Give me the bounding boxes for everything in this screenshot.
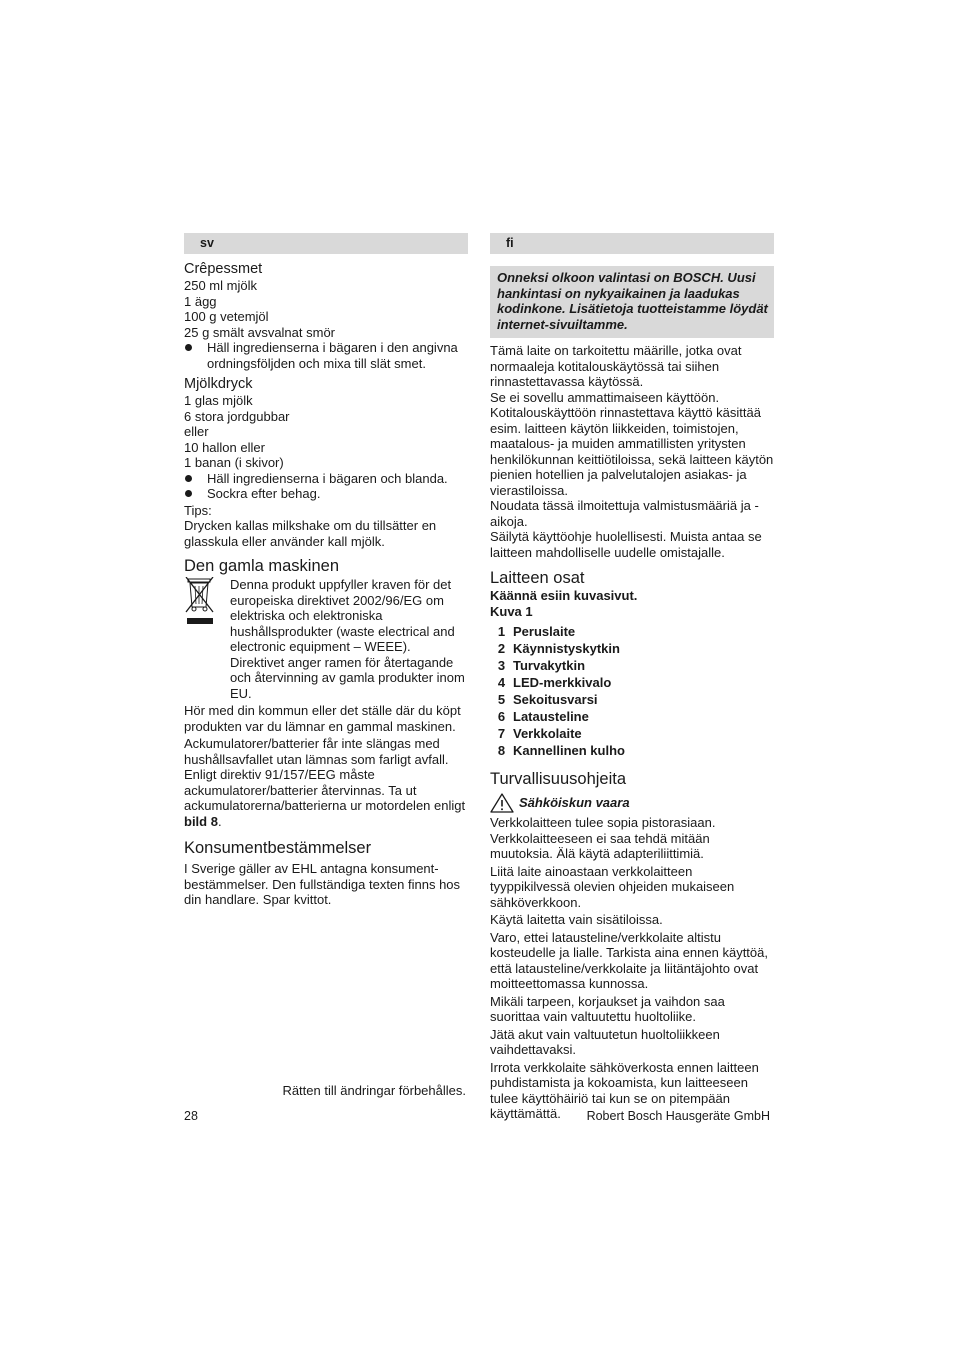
crepes-heading: Crêpessmet — [184, 261, 263, 277]
weee-block — [184, 577, 468, 701]
list-item — [490, 742, 774, 759]
finnish-column — [490, 233, 774, 1122]
congratulations-notice: Onneksi olkoon valintasi on BOSCH. Uusi hankintasi on nykyaikainen ja laadukas kodinkone. Lisätietoja tuotteistamme löydät internet-sivuiltamme. — [490, 266, 774, 338]
part-label: Käynnistyskytkin — [513, 641, 620, 656]
tips-label: Tips: — [184, 502, 212, 518]
language-bar-fi: fi — [490, 233, 774, 254]
part-label: LED-merkkivalo — [513, 675, 612, 690]
warning-triangle-icon — [490, 793, 514, 813]
parts-instruction: Käännä esiin kuvasivut. — [490, 588, 638, 603]
part-label: Peruslaite — [513, 624, 576, 639]
intro-paragraph: Tämä laite on tarkoitettu määrille, jotka ovat normaaleja kotitalouskäytössä tai siihen rinnastettavassa käytössä. — [490, 343, 742, 389]
milk-drink-heading: Mjölkdryck — [184, 376, 253, 392]
old-machine-paragraph — [184, 736, 468, 829]
safety-paragraph: Käytä laitetta vain sisätiloissa. — [490, 912, 663, 927]
list-item — [490, 691, 774, 708]
milk-ingredient: 10 hallon eller — [184, 439, 265, 455]
part-number: 3 — [497, 658, 506, 673]
swedish-column — [184, 233, 468, 908]
consumer-heading: Konsumentbestämmelser — [184, 839, 372, 857]
milk-instruction: Häll ingredienserna i bägaren och blanda. — [184, 471, 468, 487]
parts-heading: Laitteen osat — [490, 569, 585, 587]
language-bar-sv: sv — [184, 233, 468, 254]
list-item — [490, 708, 774, 725]
milk-ingredient: eller — [184, 424, 209, 439]
parts-list — [490, 623, 774, 759]
safety-paragraph: Varo, ettei latausteline/verkkolaite altistu kosteudelle ja lialle. Tarkista aina ennen käyttöä, että latausteline/verkkolaite ja liitäntäjohto ovat moitteettomassa kunnossa. — [490, 929, 768, 991]
part-number: 7 — [497, 726, 506, 741]
figure-label: Kuva 1 — [490, 603, 533, 619]
weee-text: Denna produkt uppfyller kraven för det europeiska direktivet 2002/96/EG om elektriska och elektroniska hushållsprodukter (waste electrical and electronic equipment – WEEE). Direktivet anger ramen för återtagande och återvinning av gamla produkter inom EU. — [230, 577, 465, 701]
part-number: 8 — [497, 743, 506, 758]
part-number: 4 — [497, 675, 506, 690]
consumer-text: I Sverige gäller av EHL antagna konsument-bestämmelser. Den fullständiga texten finns hos din handlare. Spar kvittot. — [184, 861, 461, 907]
list-item — [490, 623, 774, 640]
crossed-out-wheelie-bin-icon — [184, 577, 230, 629]
crepes-ingredient: 1 ägg — [184, 293, 217, 309]
part-label: Verkkolaite — [513, 726, 582, 741]
part-label: Latausteline — [513, 709, 589, 724]
intro-paragraph: Noudata tässä ilmoitettuja valmistusmääriä ja -aikoja. — [490, 498, 759, 529]
part-number: 6 — [497, 709, 506, 724]
milk-ingredient: 1 banan (i skivor) — [184, 455, 284, 470]
crepes-ingredient: 25 g smält avsvalnat smör — [184, 324, 336, 340]
list-item — [490, 640, 774, 657]
part-number: 1 — [497, 624, 506, 639]
intro-paragraph: Se ei sovellu ammattimaiseen käyttöön. Kotitalouskäyttöön rinnastettava käyttö käsittää esim. laitteen käytön liikkeiden, toimistojen, maatalous- ja muiden ammatillisten yritysten henkilökunnan keittiötiloissa, sekä laitteen käytön pienien hotellien ja palvelutalojen asiakas- ja vierastiloissa. — [490, 389, 774, 498]
crepes-ingredient: 100 g vetemjöl — [184, 309, 269, 324]
figure-reference: bild 8 — [184, 813, 218, 829]
safety-paragraph: Jätä akut vain valtuutetun huoltoliikkeen vaihdettavaksi. — [490, 1026, 720, 1057]
safety-paragraph: Irrota verkkolaite sähköverkosta ennen laitteen puhdistamista ja kokoamista, kun laitteeseen tulee käyttöhäiriö tai kun se on pitempään käyttämättä. — [490, 1059, 759, 1121]
list-item — [490, 657, 774, 674]
milk-ingredient: 1 glas mjölk — [184, 393, 253, 408]
milk-instruction: Sockra efter behag. — [184, 486, 468, 502]
crepes-ingredient: 250 ml mjölk — [184, 278, 257, 293]
crepes-instruction: Häll ingredienserna i bägaren i den angivna ordningsföljden och mixa till slät smet. — [184, 340, 468, 371]
part-label: Sekoitusvarsi — [513, 692, 598, 707]
part-label: Kannellinen kulho — [513, 743, 625, 758]
safety-paragraph: Verkkolaitteen tulee sopia pistorasiaan. Verkkolaitteeseen ei saa tehdä mitään muutoksia. Älä käytä adapteriliittimiä. — [490, 815, 716, 861]
safety-heading: Turvallisuusohjeita — [490, 770, 627, 788]
part-number: 2 — [497, 641, 506, 656]
old-machine-paragraph: Hör med din kommun eller det ställe där du köpt produkten var du lämnar en gammal maskinen. — [184, 703, 461, 734]
list-item — [490, 725, 774, 742]
part-number: 5 — [497, 692, 506, 707]
company-name: Robert Bosch Hausgeräte GmbH — [586, 1109, 770, 1123]
electric-shock-warning — [490, 793, 774, 813]
tips-text: Drycken kallas milkshake om du tillsätter en glasskula eller använder kall mjölk. — [184, 518, 437, 549]
part-label: Turvakytkin — [513, 658, 586, 673]
page-number: 28 — [184, 1109, 198, 1123]
warning-label: Sähköiskun vaara — [519, 795, 630, 811]
rights-reserved-note: Rätten till ändringar förbehålles. — [282, 1083, 466, 1098]
sentence-end: . — [217, 813, 222, 829]
list-item — [490, 674, 774, 691]
milk-ingredient: 6 stora jordgubbar — [184, 408, 290, 424]
safety-paragraph: Mikäli tarpeen, korjaukset ja vaihdon saa suorittaa vain valtuutettu huoltoliike. — [490, 993, 725, 1024]
safety-paragraph: Liitä laite ainoastaan verkkolaitteen tyyppikilvessä olevien ohjeiden mukaiseen sähköverkkoon. — [490, 863, 735, 910]
intro-paragraph: Säilytä käyttöohje huolellisesti. Muista antaa se laitteen mahdolliselle uudelle omistajalle. — [490, 529, 762, 560]
batteries-text: Ackumulatorer/batterier får inte slängas med hushållsavfallet utan lämnas som farligt avfall. Enligt direktiv 91/157/EEG måste ackumulatorer/batterier återvinnas. Ta ut ackumulatorerna/batterierna ur motordelen enligt — [184, 736, 466, 813]
old-machine-heading: Den gamla maskinen — [184, 557, 339, 575]
